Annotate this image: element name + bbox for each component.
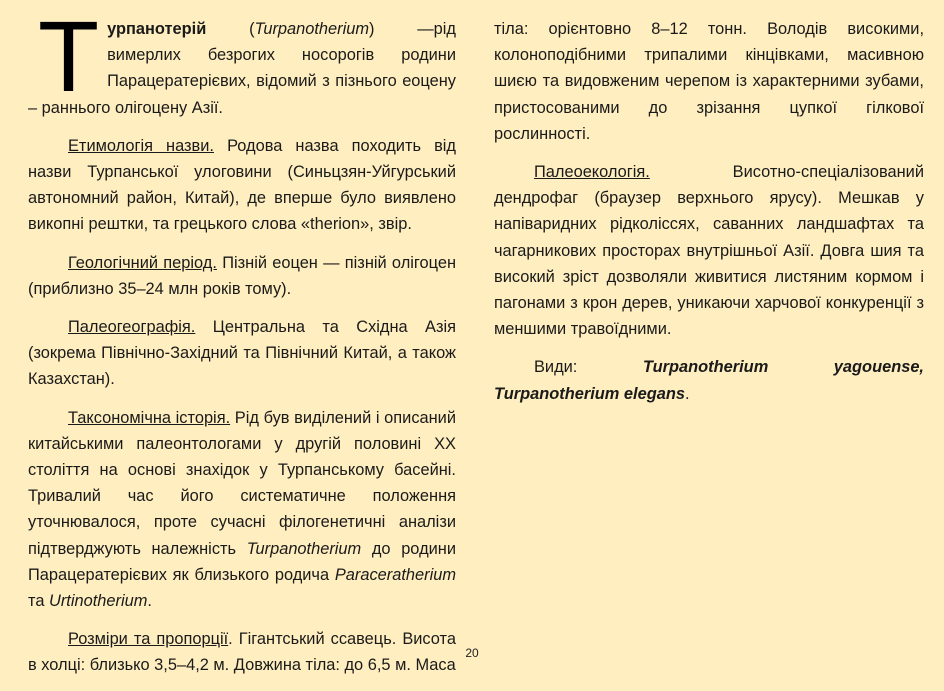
period-paragraph: [28, 250, 456, 302]
right-column: [494, 16, 924, 419]
left-column: [28, 1, 456, 691]
etymology-heading: Етимологія назви.: [68, 136, 214, 155]
taxonomy-text-2: до родини Парацератерієвих як близького родича: [28, 539, 456, 584]
paleogeography-text: Центральна та Східна Азія (зокрема Північно-Західний та Північний Китай, а також Казахстан).: [28, 318, 456, 389]
species-paragraph: [494, 354, 924, 406]
taxonomy-latin-3: Urtinotherium: [49, 592, 148, 611]
taxonomy-latin-2: Paraceratherium: [334, 565, 456, 584]
species-names: Turpanotherium yagouense, Turpanotherium elegans: [494, 358, 924, 403]
period-text: Пізній еоцен — пізній олігоцен (приблизно 35–24 млн років тому).: [28, 253, 456, 298]
latin-name: Turpanotherium: [254, 20, 370, 38]
etymology-paragraph: [28, 133, 456, 238]
paleogeography-paragraph: [28, 314, 456, 393]
size-heading: Розміри та пропорції: [68, 630, 229, 649]
intro-text: —рід вимерлих безрогих носорогів родини Парацератерієвих, відомий з пізнього еоцену – раннього олігоцену Азії.: [28, 20, 456, 117]
paleoecology-paragraph: [494, 159, 924, 342]
size-continued-paragraph: тіла: орієнтовно 8–12 тонн. Володів високими, колоноподібними трипалими кінцівками, масивною шиєю та видовженим черепом із характерними зубами, пристосованими до зрізання цупкої гілкової рослинності.: [494, 20, 924, 143]
taxonomy-paragraph: [28, 405, 456, 615]
paleogeography-heading: Палеогеографія.: [68, 318, 196, 337]
paleoecology-heading: Палеоекологія.: [534, 163, 650, 182]
taxonomy-text-4: .: [147, 592, 152, 611]
paleoecology-text: Висотно-спеціалізований дендрофаг (браузер верхнього ярусу). Мешкав у напіваридних рідколіссях, саванних ландшафтах та чагарникових просторах внутрішньої Азії. Довга шия та високий зріст дозволяли живитися листяним кормом і пагонами з крон дерев, уникаючи харчової конкуренції з меншими травоїдними.: [494, 163, 924, 339]
species-end: .: [684, 384, 690, 403]
period-heading: Геологічний період.: [68, 253, 217, 272]
taxonomy-text-3: та: [28, 592, 49, 611]
species-label: Види:: [534, 358, 643, 377]
size-text: . Гігантський ссавець. Висота в холці: близько 3,5–4,2 м. Довжина тіла: до 6,5 м. Маса: [28, 630, 456, 675]
article-title: урпанотерій: [107, 20, 207, 38]
intro-paragraph: Турпанотерій (Turpanotherium) —рід вимерлих безрогих носорогів родини Парацератерієвих, відомий з пізнього еоцену – раннього олігоцену Азії.: [28, 1, 456, 117]
etymology-text: Родова назва походить від назви Турпанської улоговини (Синьцзян-Уйгурський автономний район, Китай), де вперше було виявлено викопні рештки, та грецького слова «therion», звір.: [28, 136, 456, 234]
taxonomy-latin-1: Turpanotherium: [246, 539, 362, 558]
taxonomy-text-1: Рід був виділений і описаний китайськими палеонтологами у другій половині XX століття на основі знахідок у Турпанському басейні. Тривалий час його систематичне положення уточнювалося, проте сучасні філогенетичні аналізи підтверджують належність: [28, 408, 456, 558]
taxonomy-heading: Таксономічна історія.: [68, 408, 231, 427]
drop-cap: Т: [38, 1, 100, 113]
page-number: 20: [465, 646, 479, 660]
